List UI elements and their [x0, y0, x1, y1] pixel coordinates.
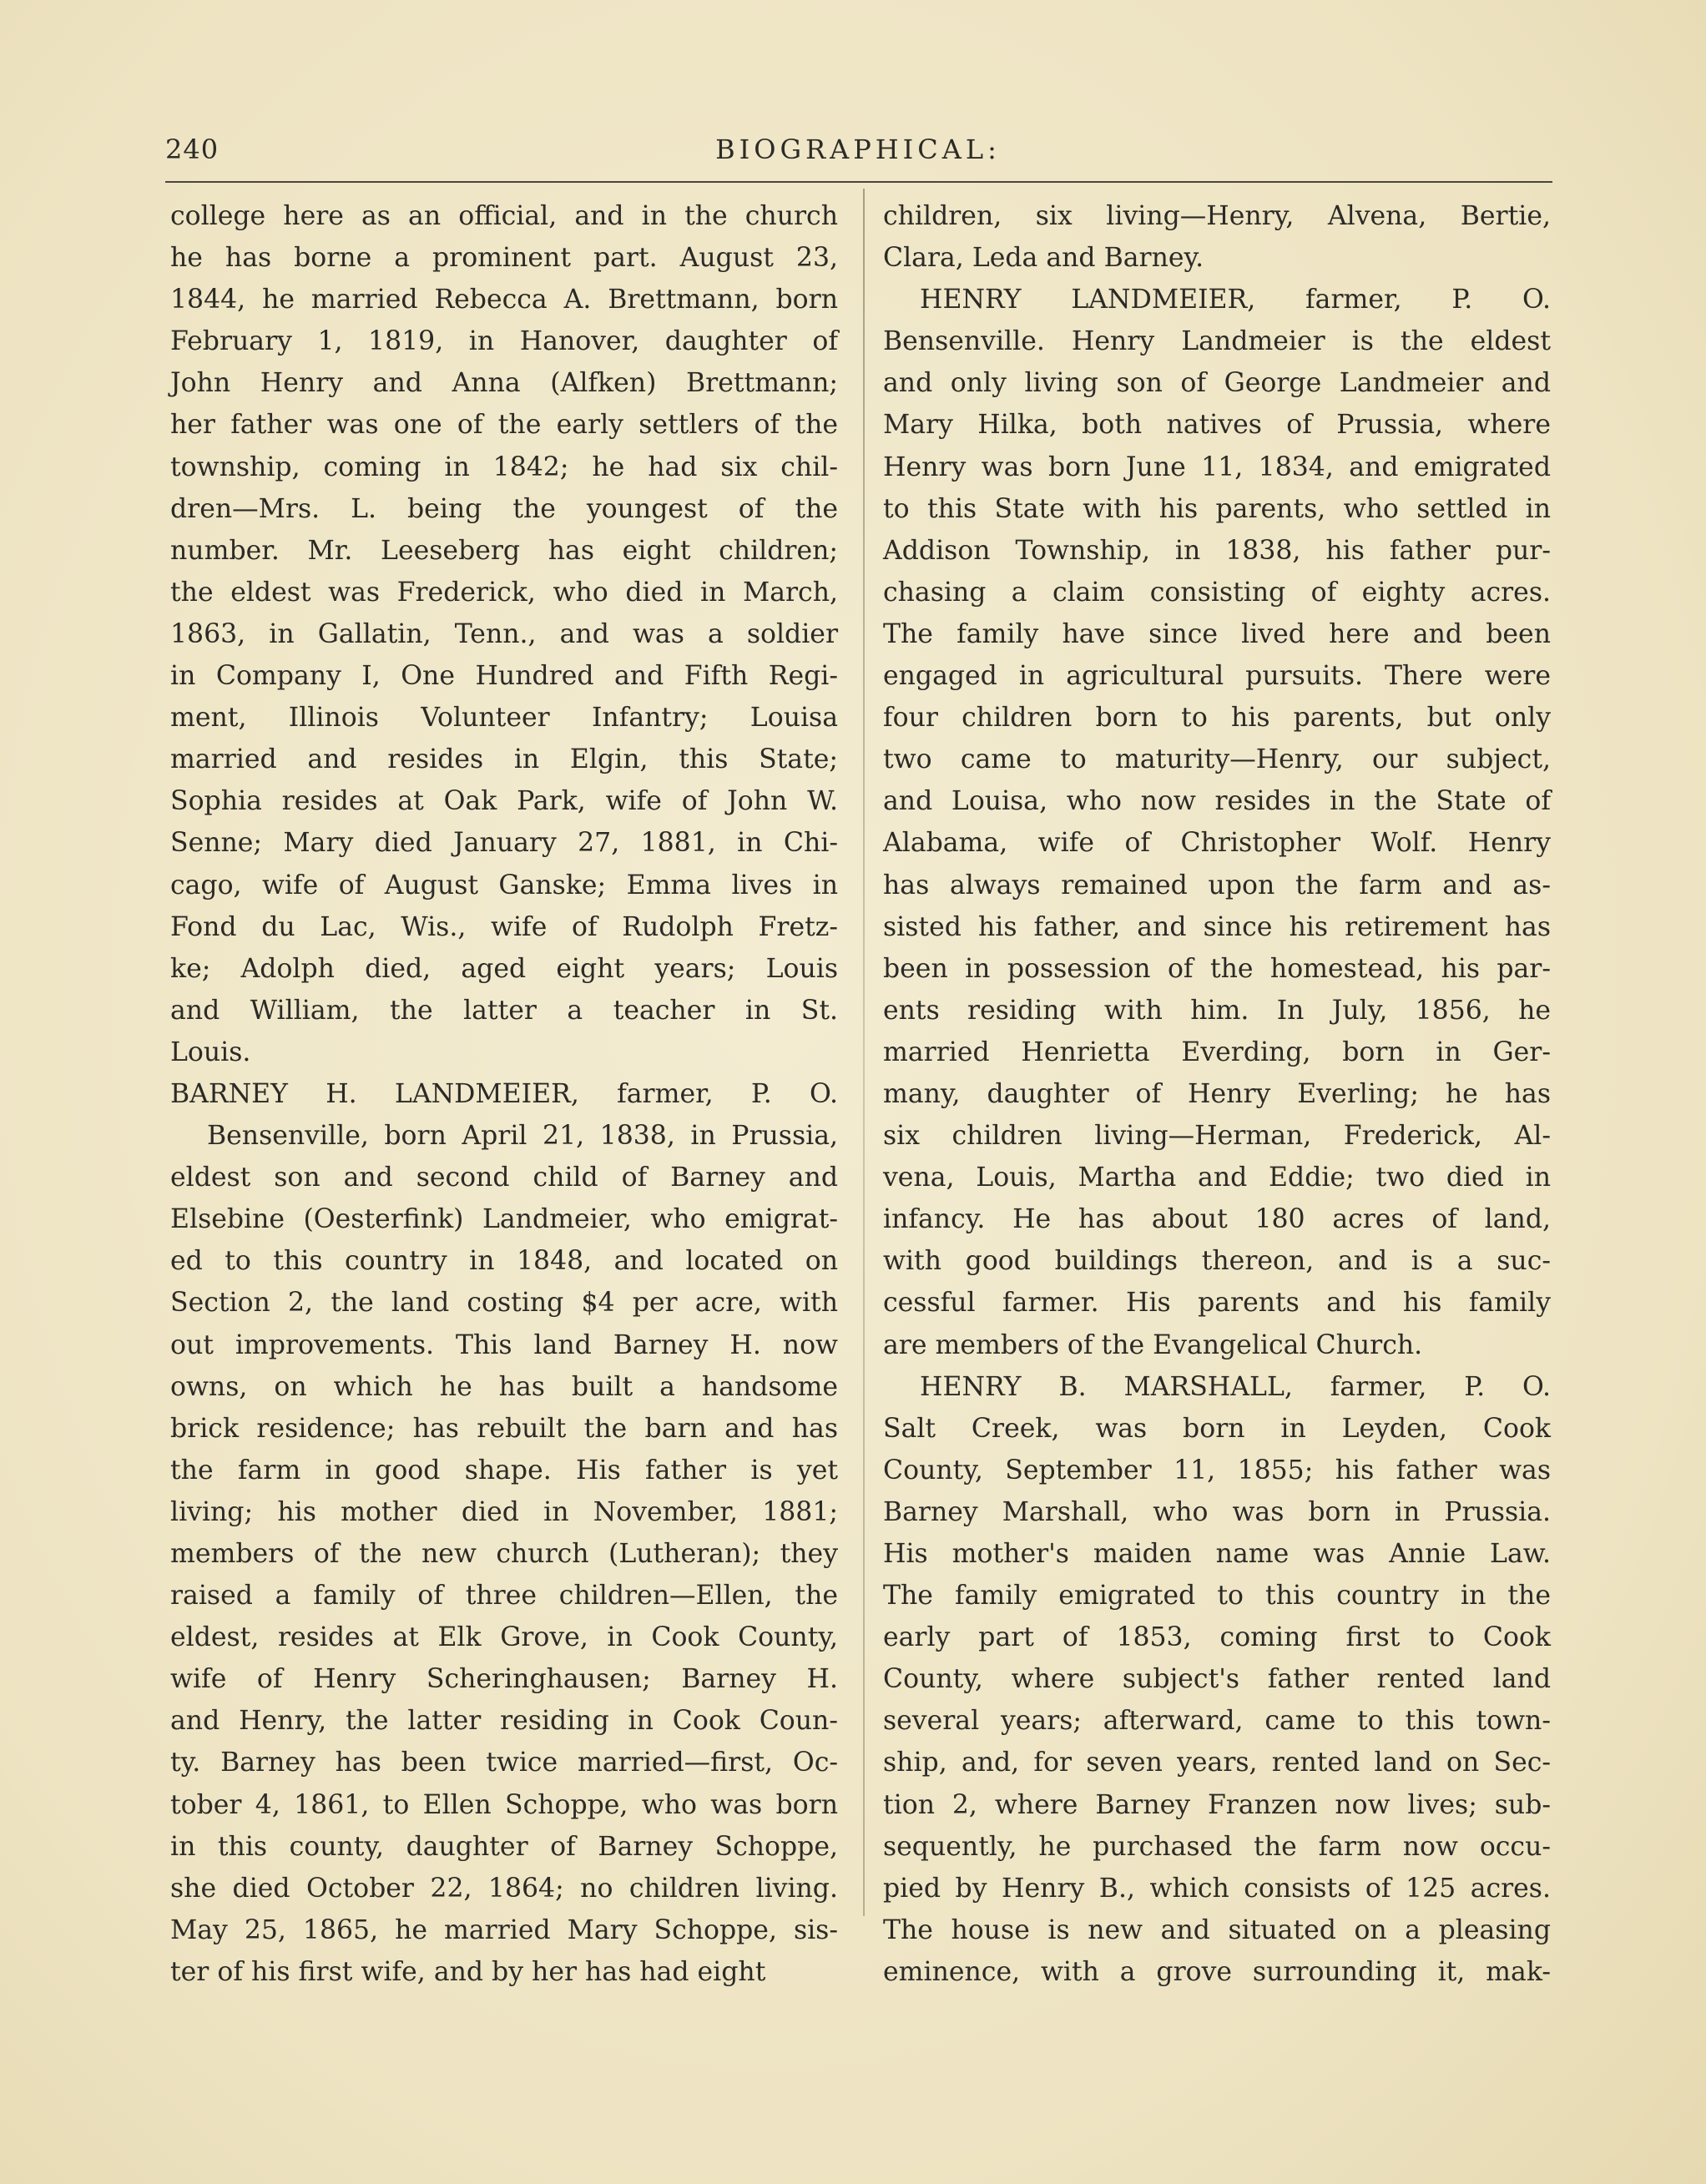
text-line: two came to maturity—Henry, our subject,: [883, 744, 1551, 775]
text-line: Section 2, the land costing $4 per acre, with: [170, 1288, 838, 1319]
text-line: 1863, in Gallatin, Tenn., and was a soldier: [170, 618, 838, 649]
text-line: he has borne a prominent part. August 23,: [170, 243, 838, 274]
text-line: County, where subject's father rented land: [883, 1664, 1551, 1695]
text-line: Barney Marshall, who was born in Prussia.: [883, 1496, 1551, 1527]
text-line: and Louisa, who now resides in the State of: [883, 786, 1551, 817]
text-line: BARNEY H. LANDMEIER, farmer, P. O.: [170, 1078, 838, 1109]
text-line: ship, and, for seven years, rented land on Sec-: [883, 1748, 1551, 1778]
text-line: County, September 11, 1855; his father was: [883, 1455, 1551, 1485]
text-line: the farm in good shape. His father is yet: [170, 1455, 838, 1485]
text-line: married and resides in Elgin, this State;: [170, 744, 838, 775]
column-divider: [863, 189, 865, 1916]
text-line: early part of 1853, coming first to Cook: [883, 1622, 1551, 1653]
text-line: Fond du Lac, Wis., wife of Rudolph Fretz-: [170, 911, 838, 942]
text-line: children, six living—Henry, Alvena, Bertie,: [883, 201, 1551, 231]
text-line: has always remained upon the farm and as-: [883, 870, 1551, 900]
text-line: several years; afterward, came to this town-: [883, 1706, 1551, 1737]
text-line: His mother's maiden name was Annie Law.: [883, 1539, 1551, 1569]
text-line: she died October 22, 1864; no children living.: [170, 1873, 838, 1904]
text-line: out improvements. This land Barney H. now: [170, 1329, 838, 1360]
text-line: college here as an official, and in the church: [170, 201, 838, 231]
text-line: dren—Mrs. L. being the youngest of the: [170, 493, 838, 524]
text-line: in this county, daughter of Barney Schoppe,: [170, 1831, 838, 1862]
text-line: sequently, he purchased the farm now occu-: [883, 1831, 1551, 1862]
text-line: eminence, with a grove surrounding it, mak-: [883, 1956, 1551, 1987]
text-line: eldest, resides at Elk Grove, in Cook County,: [170, 1622, 838, 1653]
text-line: cago, wife of August Ganske; Emma lives in: [170, 870, 838, 900]
text-line: Bensenville, born April 21, 1838, in Prussia,: [207, 1121, 838, 1152]
text-line: cessful farmer. His parents and his family: [883, 1288, 1551, 1319]
text-line: Sophia resides at Oak Park, wife of John W.: [170, 786, 838, 817]
text-line: with good buildings thereon, and is a suc-: [883, 1246, 1551, 1277]
text-line: 1844, he married Rebecca A. Brettmann, born: [170, 285, 838, 315]
text-line: township, coming in 1842; he had six chil-: [170, 451, 838, 482]
header-rule: [165, 181, 1552, 183]
text-line: engaged in agricultural pursuits. There were: [883, 661, 1551, 692]
text-line: Alabama, wife of Christopher Wolf. Henry: [883, 828, 1551, 859]
text-line: HENRY B. MARSHALL, farmer, P. O.: [920, 1371, 1551, 1402]
text-line: chasing a claim consisting of eighty acres.: [883, 577, 1551, 608]
text-line: ents residing with him. In July, 1856, he: [883, 995, 1551, 1026]
text-line: infancy. He has about 180 acres of land,: [883, 1204, 1551, 1235]
page-number: 240: [165, 134, 220, 165]
text-line: vena, Louis, Martha and Eddie; two died in: [883, 1163, 1551, 1193]
text-line: The family emigrated to this country in the: [883, 1581, 1551, 1612]
text-line: her father was one of the early settlers of the: [170, 410, 838, 441]
text-line: number. Mr. Leeseberg has eight children;: [170, 535, 838, 566]
text-line: raised a family of three children—Ellen, the: [170, 1581, 838, 1612]
text-line: ment, Illinois Volunteer Infantry; Louisa: [170, 703, 838, 734]
text-line: in Company I, One Hundred and Fifth Regi-: [170, 661, 838, 692]
text-line: John Henry and Anna (Alfken) Brettmann;: [170, 368, 838, 399]
page-header: [165, 134, 1551, 175]
text-line: four children born to his parents, but only: [883, 703, 1551, 734]
text-line: Louis.: [170, 1037, 251, 1067]
text-line: six children living—Herman, Frederick, Al-: [883, 1121, 1551, 1152]
text-line: May 25, 1865, he married Mary Schoppe, sis-: [170, 1914, 838, 1945]
text-line: sisted his father, and since his retirement has: [883, 911, 1551, 942]
running-head: BIOGRAPHICAL:: [715, 134, 1001, 165]
text-line: ter of his first wife, and by her has had eight: [170, 1956, 766, 1987]
text-line: wife of Henry Scheringhausen; Barney H.: [170, 1664, 838, 1695]
text-line: Elsebine (Oesterfink) Landmeier, who emigrat-: [170, 1204, 838, 1235]
text-line: Clara, Leda and Barney.: [883, 243, 1204, 274]
right-text-column: [883, 195, 1551, 1993]
text-line: Senne; Mary died January 27, 1881, in Chi-: [170, 828, 838, 859]
text-line: members of the new church (Lutheran); they: [170, 1539, 838, 1569]
text-line: many, daughter of Henry Everling; he has: [883, 1078, 1551, 1109]
text-line: are members of the Evangelical Church.: [883, 1329, 1423, 1360]
text-line: brick residence; has rebuilt the barn and has: [170, 1413, 838, 1444]
text-line: February 1, 1819, in Hanover, daughter of: [170, 326, 838, 357]
text-line: ty. Barney has been twice married—first, Oc-: [170, 1748, 838, 1778]
text-line: married Henrietta Everding, born in Ger-: [883, 1037, 1551, 1067]
text-line: ed to this country in 1848, and located on: [170, 1246, 838, 1277]
text-line: ke; Adolph died, aged eight years; Louis: [170, 953, 838, 984]
left-text-column: [170, 195, 838, 1993]
text-line: tober 4, 1861, to Ellen Schoppe, who was born: [170, 1789, 838, 1820]
text-line: to this State with his parents, who settled in: [883, 493, 1551, 524]
text-line: eldest son and second child of Barney and: [170, 1163, 838, 1193]
text-line: Henry was born June 11, 1834, and emigrated: [883, 451, 1551, 482]
text-line: tion 2, where Barney Franzen now lives; sub-: [883, 1789, 1551, 1820]
text-line: pied by Henry B., which consists of 125 acres.: [883, 1873, 1551, 1904]
text-line: Mary Hilka, both natives of Prussia, where: [883, 410, 1551, 441]
text-line: The family have since lived here and been: [883, 618, 1551, 649]
text-line: the eldest was Frederick, who died in March,: [170, 577, 838, 608]
text-line: living; his mother died in November, 1881;: [170, 1496, 838, 1527]
text-line: Salt Creek, was born in Leyden, Cook: [883, 1413, 1551, 1444]
text-line: Bensenville. Henry Landmeier is the eldest: [883, 326, 1551, 357]
text-line: HENRY LANDMEIER, farmer, P. O.: [920, 285, 1551, 315]
text-line: and William, the latter a teacher in St.: [170, 995, 838, 1026]
text-line: and Henry, the latter residing in Cook Coun-: [170, 1706, 838, 1737]
text-line: and only living son of George Landmeier and: [883, 368, 1551, 399]
text-line: been in possession of the homestead, his par-: [883, 953, 1551, 984]
text-line: owns, on which he has built a handsome: [170, 1371, 838, 1402]
text-line: Addison Township, in 1838, his father pur-: [883, 535, 1551, 566]
text-line: The house is new and situated on a pleasing: [883, 1914, 1551, 1945]
